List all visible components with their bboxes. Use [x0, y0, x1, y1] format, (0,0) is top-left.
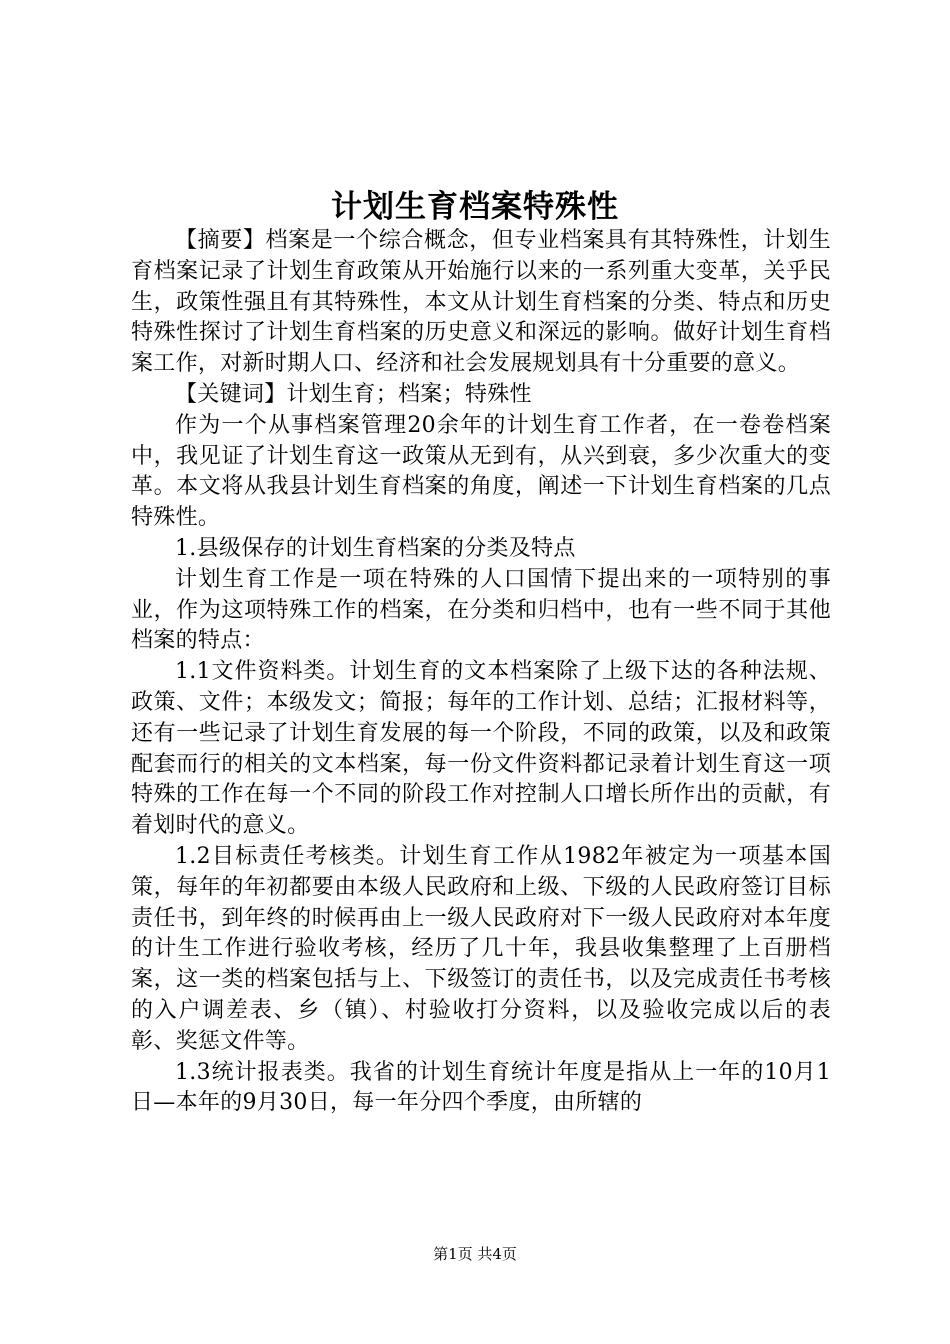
- section-1-1-paragraph: 1.1文件资料类。计划生育的文本档案除了上级下达的各种法规、政策、文件；本级发文；简报；每年的工作计划、总结；汇报材料等，还有一些记录了计划生育发展的每一个阶段，不同的政策，以及和政策配套而行的相关的文本档案，每一份文件资料都记录着计划生育这一项特殊的工作在每一个不同的阶段工作对控制人口增长所作出的贡献，有着划时代的意义。: [131, 659, 831, 839]
- keywords-paragraph: 【关键词】计划生育；档案；特殊性: [175, 381, 532, 407]
- document-title: 计划生育档案特殊性: [331, 189, 619, 225]
- section-1-2-paragraph: 1.2目标责任考核类。计划生育工作从1982年被定为一项基本国策，每年的年初都要由本级人民政府和上级、下级的人民政府签订目标责任书，到年终的时候再由上一级人民政府对下一级人民政府对本年度的计生工作进行验收考核，经历了几十年，我县收集整理了上百册档案，这一类的档案包括与上、下级签订的责任书，以及完成责任书考核的入户调差表、乡（镇）、村验收打分资料，以及验收完成以后的表彰、奖惩文件等。: [131, 843, 831, 1054]
- section-1-paragraph: 计划生育工作是一项在特殊的人口国情下提出来的一项特别的事业，作为这项特殊工作的档案，在分类和归档中，也有一些不同于其他档案的特点：: [131, 566, 831, 654]
- intro-paragraph: 作为一个从事档案管理20余年的计划生育工作者，在一卷卷档案中，我见证了计划生育这一政策从无到有，从兴到衰，多少次重大的变革。本文将从我县计划生育档案的角度，阐述一下计划生育档案的几点特殊性。: [131, 412, 831, 531]
- page-footer: 第1页 共4页: [433, 1245, 517, 1263]
- abstract-paragraph: 【摘要】档案是一个综合概念，但专业档案具有其特殊性，计划生育档案记录了计划生育政策从开始施行以来的一系列重大变革，关乎民生，政策性强且有其特殊性，本文从计划生育档案的分类、特点和历史特殊性探讨了计划生育档案的历史意义和深远的影响。做好计划生育档案工作，对新时期人口、经济和社会发展规划具有十分重要的意义。: [131, 228, 831, 377]
- section-1-3-paragraph: 1.3统计报表类。我省的计划生育统计年度是指从上一年的10月1日—本年的9月30日，每一年分四个季度，由所辖的: [131, 1059, 831, 1116]
- section-heading-1: 1.县级保存的计划生育档案的分类及特点: [175, 535, 576, 561]
- document-body: [131, 226, 831, 1119]
